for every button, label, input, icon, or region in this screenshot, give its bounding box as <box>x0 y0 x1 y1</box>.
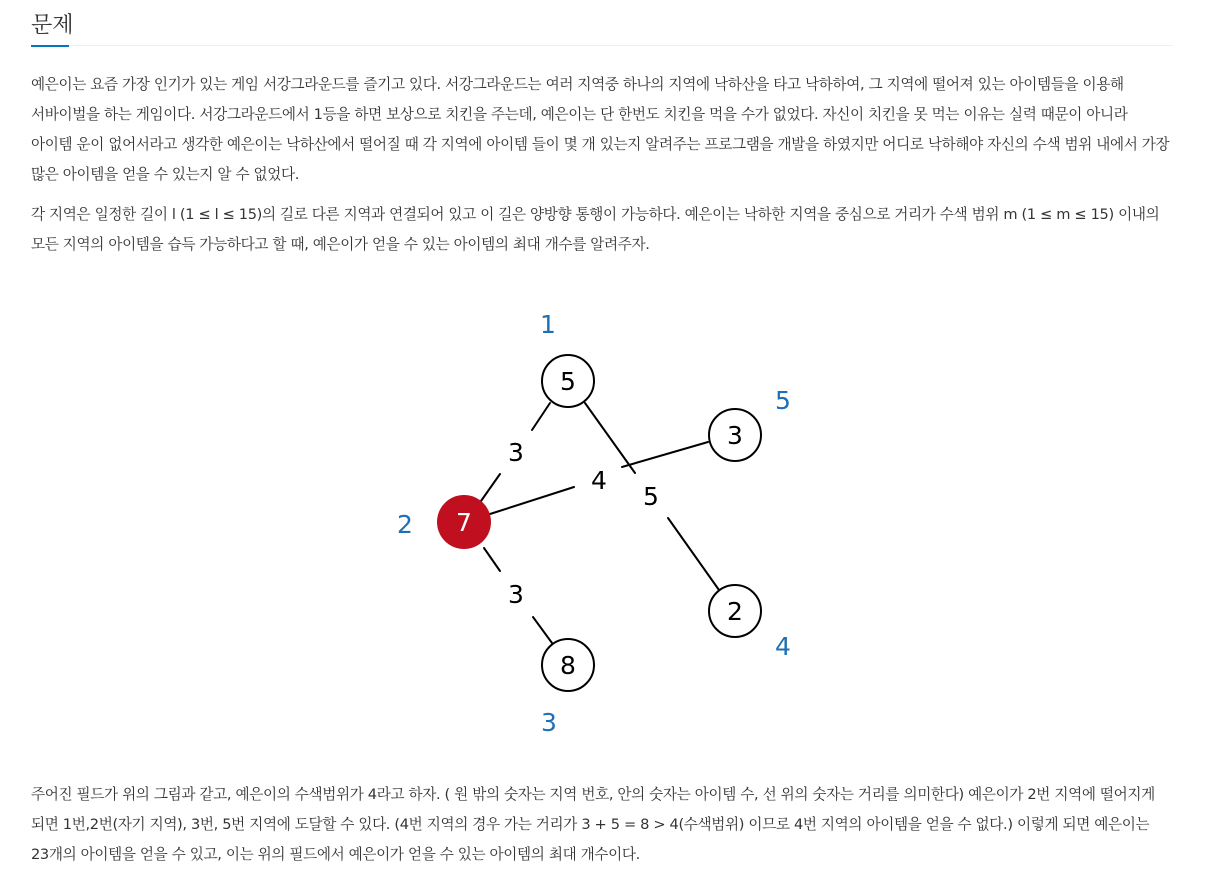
graph-node <box>542 639 594 691</box>
problem-paragraph-1: 예은이는 요즘 가장 인기가 있는 게임 서강그라운드를 즐기고 있다. 서강그라운드는 여러 지역중 하나의 지역에 낙하산을 타고 낙하하여, 그 지역에 떨어져 있는 아이템들을 이용해 서바이벌을 하는 게임이다. 서강그라운드에서 1등을 하면 보상으로 치킨을 주는데, 예은이는 단 한번도 치킨을 먹을 수가 없었다. 자신이 치킨을 못 먹는 이유는 실력 때문이 아니라 아이템 운이 없어서라고 생각한 예은이는 낙하산에서 떨어질 때 각 지역에 아이템 들이 몇 개 있는지 알려주는 프로그램을 개발을 하였지만 어디로 낙하해야 자신의 수색 범위 내에서 가장 많은 아이템을 얻을 수 있는지 알 수 없었다. <box>31 76 1170 183</box>
edge-distance-label: 3 <box>508 580 524 609</box>
graph-node-highlighted <box>437 495 491 549</box>
region-number-label: 3 <box>541 708 557 737</box>
edge-2-5-right <box>622 442 708 467</box>
edge-2-5-left <box>490 487 574 514</box>
edge-distance-label: 5 <box>643 482 659 511</box>
graph-node <box>709 409 761 461</box>
node-item-count: 2 <box>727 597 743 626</box>
node-item-count: 5 <box>560 367 576 396</box>
section-header <box>31 6 1173 46</box>
region-number-label: 1 <box>540 310 556 339</box>
graph-node <box>709 585 761 637</box>
section-title: 문제 <box>31 13 74 38</box>
problem-paragraph-2: 각 지역은 일정한 길이 l (1 ≤ l ≤ 15)의 길로 다른 지역과 연결되어 있고 이 길은 양방향 통행이 가능하다. 예은이는 낙하한 지역을 중심으로 거리가 수색 범위 m (1 ≤ m ≤ 15) 이내의 모든 지역의 아이템을 습득 가능하다고 할 때, 예은이가 얻을 수 있는 아이템의 최대 개수를 알려주자. <box>31 206 1160 253</box>
edge-distance-label: 3 <box>508 438 524 467</box>
node-item-count: 7 <box>456 508 472 537</box>
problem-paragraph-3: 주어진 필드가 위의 그림과 같고, 예은이의 수색범위가 4라고 하자. ( 원 밖의 숫자는 지역 번호, 안의 숫자는 아이템 수, 선 위의 숫자는 거리를 의미한다) 예은이가 2번 지역에 떨어지게 되면 1번,2번(자기 지역), 3번, 5번 지역에 도달할 수 있다. (4번 지역의 경우 가는 거리가 3 + 5 = 8 > 4(수색범위) 이므로 4번 지역의 아이템을 얻을 수 없다.) 이렇게 되면 예은이는 23개의 아이템을 얻을 수 있고, 이는 위의 필드에서 예은이가 얻을 수 있는 아이템의 최대 개수이다. <box>31 786 1155 863</box>
edge-1-2-upper <box>532 403 550 430</box>
edge-2-3-lower <box>533 617 552 643</box>
graph-node <box>542 355 594 407</box>
node-item-count: 8 <box>560 651 576 680</box>
region-number-label: 4 <box>775 632 791 661</box>
edge-1-4-lower <box>668 518 719 590</box>
edge-1-4-upper <box>585 403 635 473</box>
region-number-label: 5 <box>775 386 791 415</box>
region-number-label: 2 <box>397 510 413 539</box>
header-divider <box>31 45 1173 46</box>
graph-figure <box>380 300 820 750</box>
edge-distance-label: 4 <box>591 466 607 495</box>
edge-1-2-lower <box>481 474 500 501</box>
header-accent-underline <box>31 45 69 47</box>
edge-2-3-upper <box>484 548 500 571</box>
node-item-count: 3 <box>727 421 743 450</box>
